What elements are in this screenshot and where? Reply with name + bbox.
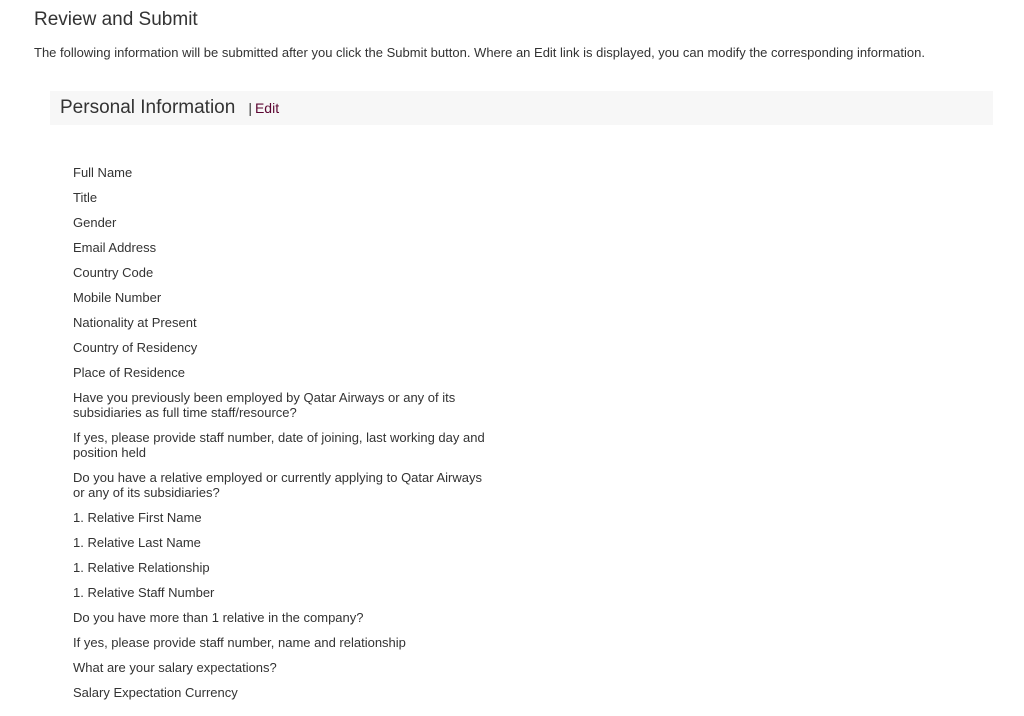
field-row [73,315,493,340]
field-label: If yes, please provide staff number, date of joining, last working day and position held [73,430,485,460]
field-row [73,470,493,510]
field-row [73,535,493,560]
field-label: Gender [73,215,117,230]
field-row [73,610,493,635]
separator: | [248,100,252,116]
field-row [73,430,493,470]
field-row [73,685,493,710]
field-label: Full Name [73,165,133,180]
field-label: If yes, please provide staff number, name and relationship [73,635,406,650]
field-row [73,390,493,430]
field-row [73,215,493,240]
field-row [73,660,493,685]
field-row [73,585,493,610]
field-label: Email Address [73,240,157,255]
field-label: Do you have more than 1 relative in the company? [73,610,364,625]
field-label: Title [73,190,98,205]
field-list [73,165,493,710]
intro-text: The following information will be submitted after you click the Submit button. Where an Edit link is displayed, you can modify the corresponding information. [34,45,925,60]
field-row [73,635,493,660]
field-row [73,240,493,265]
field-row [73,190,493,215]
field-label: Mobile Number [73,290,162,305]
field-label: Salary Expectation Currency [73,685,238,700]
field-row [73,560,493,585]
field-label: Nationality at Present [73,315,197,330]
field-label: Place of Residence [73,365,186,380]
field-label: Country Code [73,265,154,280]
field-row [73,165,493,190]
field-label: 1. Relative Relationship [73,560,210,575]
edit-personal-information-link[interactable]: Edit [254,100,280,116]
field-label: Country of Residency [73,340,198,355]
field-row [73,290,493,315]
field-row [73,340,493,365]
field-label: 1. Relative Staff Number [73,585,215,600]
field-label: Do you have a relative employed or currently applying to Qatar Airways or any of its subsidiaries? [73,470,482,500]
section-title: Personal Information [60,97,236,118]
field-label: Have you previously been employed by Qatar Airways or any of its subsidiaries as full time staff/resource? [73,390,456,420]
field-label: 1. Relative First Name [73,510,202,525]
field-label: 1. Relative Last Name [73,535,201,550]
field-label: What are your salary expectations? [73,660,277,675]
page-title: Review and Submit [34,9,198,30]
field-row [73,365,493,390]
field-row [73,265,493,290]
field-row [73,510,493,535]
personal-information-section-header [50,91,993,125]
